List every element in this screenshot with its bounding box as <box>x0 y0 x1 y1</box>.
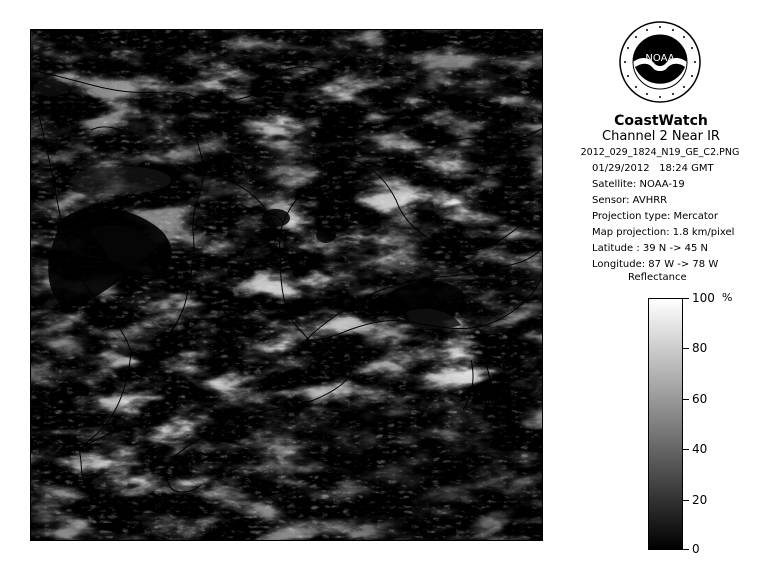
filename: 2012_029_1824_N19_GE_C2.PNG <box>580 147 740 158</box>
meta-value: AVHRR <box>632 195 668 206</box>
colorbar-title: Reflectance <box>628 272 687 283</box>
meta-label: Latitude : <box>592 243 640 254</box>
meta-value: NOAA-19 <box>639 179 685 190</box>
date-time <box>592 163 714 174</box>
meta-value: 87 W -> 78 W <box>648 259 719 270</box>
colorbar-unit: % <box>722 291 733 304</box>
colorbar-tick <box>683 500 689 501</box>
colorbar-tick-label: 0 <box>692 542 700 556</box>
meta-label: Satellite: <box>592 179 637 190</box>
meta-value: 1.8 km/pixel <box>672 227 735 238</box>
colorbar-tick <box>683 348 689 349</box>
meta-satellite <box>592 179 685 190</box>
meta-value: Mercator <box>673 211 718 222</box>
meta-label: Sensor: <box>592 195 630 206</box>
logo-text: NOAA <box>645 53 675 64</box>
noaa-logo <box>619 21 701 103</box>
colorbar-tick <box>683 298 689 299</box>
colorbar <box>648 298 683 550</box>
colorbar-tick <box>683 399 689 400</box>
colorbar-tick-label: 60 <box>692 391 708 406</box>
meta-projection-type <box>592 211 718 222</box>
meta-map-projection <box>592 227 734 238</box>
colorbar-tick <box>683 549 689 550</box>
meta-latitude <box>592 243 708 254</box>
colorbar-tick <box>683 449 689 450</box>
meta-sensor <box>592 195 667 206</box>
meta-longitude <box>592 259 718 270</box>
colorbar-tick-label: 100 <box>692 291 715 305</box>
channel-label: Channel 2 Near IR <box>602 129 720 144</box>
meta-label: Map projection: <box>592 227 670 238</box>
colorbar-tick-label: 20 <box>692 492 708 507</box>
satellite-image-svg <box>31 30 543 541</box>
colorbar-tick-label: 80 <box>692 341 708 356</box>
meta-label: Longitude: <box>592 259 646 270</box>
time: 18:24 GMT <box>659 163 714 174</box>
product-title: CoastWatch <box>614 113 708 129</box>
date: 01/29/2012 <box>592 163 650 174</box>
colorbar-tick-label: 40 <box>692 442 708 457</box>
meta-value: 39 N -> 45 N <box>642 243 709 254</box>
satellite-image <box>30 29 543 541</box>
meta-label: Projection type: <box>592 211 671 222</box>
